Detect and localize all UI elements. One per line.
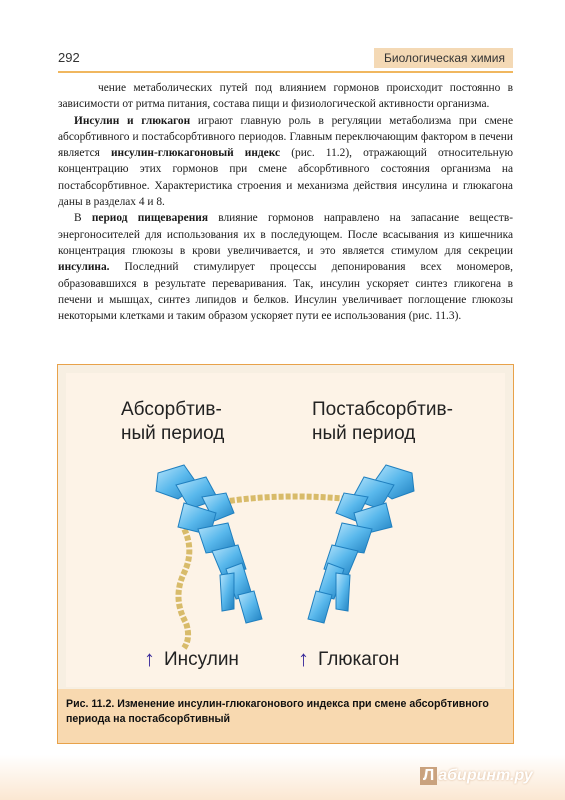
glucagon-arrow: ↑ (298, 646, 309, 671)
figure-caption (58, 689, 513, 743)
hormone-balance-illustration (66, 373, 505, 687)
page-number: 292 (58, 50, 80, 65)
figure-11-2 (57, 364, 514, 744)
header-rule (58, 71, 513, 73)
hormone-glucagon: Глюкагон (318, 649, 400, 670)
left-figure (156, 465, 262, 623)
paragraph-2: Инсулин и глюкагон играют главную роль в регуляции метаболизма при смене абсорбтивного и постабсорбтивного периодов. Главным переключающим фактором в печени является инсулин-глюкагоновый индекс (рис. 11.2), отражающий относительную концентрацию этих гормонов при смене абсорбтивного состояния организма на постабсорбтивное. Характеристика строения и механизма действия инсулина и глюкагона даны в разделах 4 и 8. (58, 114, 513, 209)
label-postabsorptive-2: ный период (312, 423, 416, 444)
label-postabsorptive-1: Постабсорбтив- (312, 399, 453, 420)
figure-caption-text: Рис. 11.2. Изменение инсулин-глюкагонового индекса при смене абсорбтивного периода на постабсорбтивный (66, 698, 489, 725)
body-text (58, 80, 513, 324)
figure-illustration (66, 373, 505, 687)
watermark-logo: Л абиринт.ру (420, 767, 533, 785)
label-absorptive-2: ный период (121, 423, 225, 444)
right-figure (308, 465, 414, 623)
paragraph-1: чение метаболических путей под влиянием гормонов происходит постоянно в зависимости от ритма питания, состава пищи и физиологической активности организма. (58, 82, 513, 111)
hormone-insulin: Инсулин (164, 649, 239, 670)
rope-hanging (178, 523, 189, 648)
running-title: Биологическая химия (374, 48, 513, 68)
insulin-arrow: ↑ (144, 646, 155, 671)
page-header (58, 48, 513, 70)
label-absorptive-1: Абсорбтив- (121, 399, 222, 420)
paragraph-3: В период пищеварения влияние гормонов направлено на запасание веществ-энергоносителей для использования их в последующем. После всасывания из кишечника концентрация глюкозы в крови увеличивается, и это является стимулом для секреции инсулина. Последний стимулирует процессы депонирования всех мономеров, образовавшихся в результате переваривания. Так, инсулин ускоряет синтез гликогена в печени и мышцах, синтез липидов и белков. Инсулин увеличивает поглощение глюкозы некоторыми клетками и таким образом ускоряет пути ее использования (рис. 11.3). (58, 212, 513, 323)
